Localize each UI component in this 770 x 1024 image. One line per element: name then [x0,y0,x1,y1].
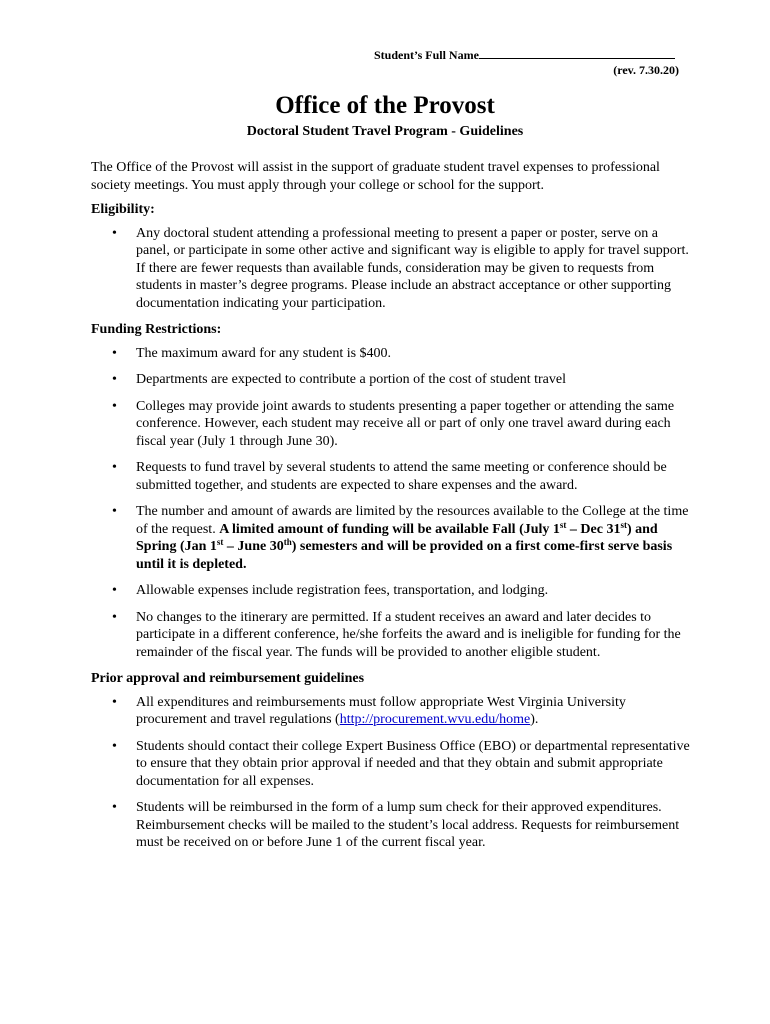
item-text: All expenditures and reimbursements must follow appropriate West Virginia University procurement and travel regulations ( [136,694,626,727]
list-item: • The maximum award for any student is $400. [91,345,691,363]
list-item [91,503,691,573]
list-item [91,694,691,729]
document-body [91,159,691,861]
prior-approval-list [91,694,691,852]
revision-label: (rev. 7.30.20) [613,63,679,77]
list-item: • No changes to the itinerary are permitted. If a student receives an award and later decides to participate in a different conference, he/she forfeits the award and is ineligible for funding for the remainder of the fiscal year. The funds will be provided to another eligible student. [91,609,691,662]
limited-bold-a: A limited amount of funding will be available Fall (July 1 [219,521,560,537]
intro-paragraph: The Office of the Provost will assist in the support of graduate student travel expenses to professional society meetings. You must apply through your college or school for the support. [91,160,660,193]
list-item: • Departments are expected to contribute a portion of the cost of student travel [91,371,691,389]
page-subtitle: Doctoral Student Travel Program - Guidelines [246,124,524,139]
list-item: • Students should contact their college Expert Business Office (EBO) or departmental representative to ensure that they obtain prior approval if needed and that they obtain and submit appropriate documentation for all expenses. [91,738,691,791]
eligibility-list [91,225,691,313]
limited-bold-b: – Dec 31 [566,521,621,537]
limited-bold-e: ) semesters and will be provided on a first come-first serve basis until it is depleted. [136,539,673,572]
limited-bold-d: – June 30 [223,539,284,554]
procurement-link[interactable]: http://procurement.wvu.edu/home [339,712,531,727]
list-item: • Allowable expenses include registration fees, transportation, and lodging. [91,582,691,600]
limited-text: The number and amount of awards are limited by the resources available to the College at the time of the request. [136,504,689,537]
list-item: • Students will be reimbursed in the form of a lump sum check for their approved expenditures. Reimbursement checks will be mailed to the student’s local address. Requests for reimbursement must be received on or before June 1 of the current fiscal year. [91,799,691,852]
limited-bold-c: ) and Spring (Jan 1 [136,521,658,554]
student-name-label: Student’s Full Name [374,48,479,62]
student-name-blank[interactable] [479,47,675,59]
item-text: ). [530,712,539,727]
list-item: • Requests to fund travel by several students to attend the same meeting or conference should be submitted together, and students are expected to share expenses and the award. [91,459,691,494]
list-item: • Colleges may provide joint awards to students presenting a paper together or attending the same conference. However, each student may receive all or part of only one travel award during each fiscal year (July 1 through June 30). [91,398,691,451]
sup: st [559,519,567,530]
funding-heading: Funding Restrictions: [91,322,222,337]
page-title: Office of the Provost [275,92,495,119]
funding-list [91,345,691,662]
sup: st [216,537,224,547]
list-item: • Any doctoral student attending a professional meeting to present a paper or poster, serve on a panel, or participate in some other active and significant way is eligible to apply for travel support. If there are fewer requests than available funds, consideration may be given to requests from students in master’s degree programs. Please include an abstract acceptance or other supporting documentation indicating your participation. [91,225,691,313]
sup: th [283,537,292,547]
student-name-line [374,47,675,63]
prior-approval-heading: Prior approval and reimbursement guidelines [91,671,365,686]
sup: st [620,519,627,530]
eligibility-heading: Eligibility: [91,202,155,217]
